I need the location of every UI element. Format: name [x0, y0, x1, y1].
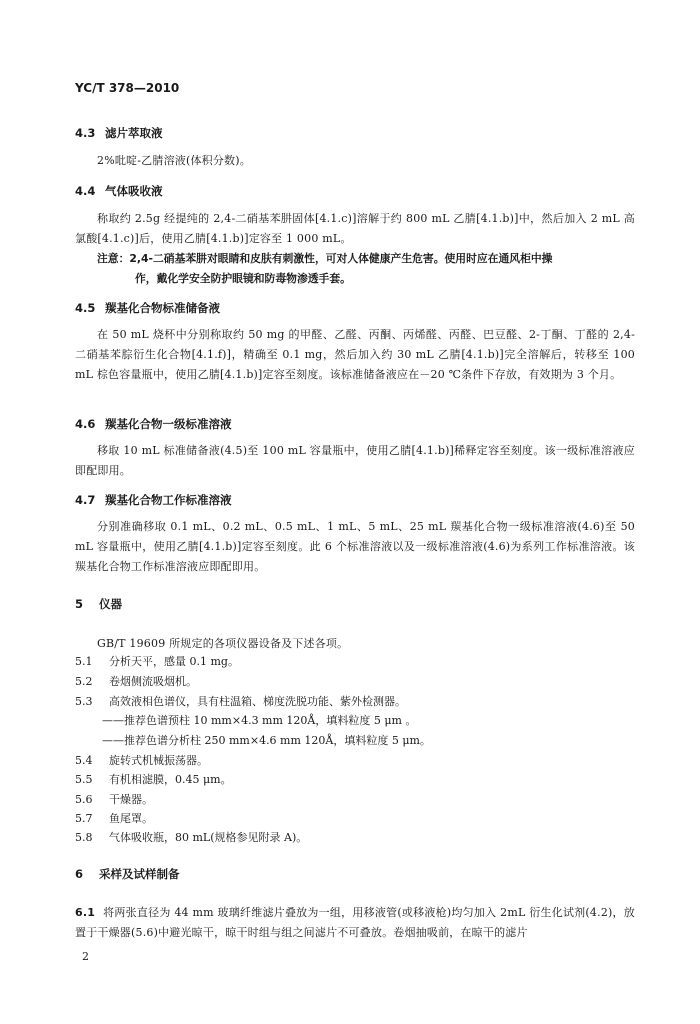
standard-code: YC/T 378—2010 — [75, 81, 180, 95]
section-title: 羰基化合物一级标准溶液 — [105, 417, 232, 431]
clause-text: 将两张直径为 44 mm 玻璃纤维滤片叠放为一组，用移液管(或移液枪)均匀加入 2mL 衍生化试剂(4.2)，放置于干燥器(5.6)中避光晾干，晾干时组与组之间滤片不可叠放。卷烟抽吸前，在晾干的滤片 — [75, 906, 635, 939]
item-text: 气体吸收瓶，80 mL(规格参见附录 A)。 — [109, 831, 308, 844]
list-item — [75, 792, 153, 808]
item-number: 5.6 — [75, 793, 93, 806]
section-number: 4.4 — [75, 184, 96, 198]
item-text: 旋转式机械振荡器。 — [109, 754, 208, 767]
section-4-5-body: 在 50 mL 烧杯中分别称取约 50 mg 的甲醛、乙醛、丙酮、丙烯醛、丙醛、巴豆醛、2-丁酮、丁醛的 2,4-二硝基苯腙衍生化合物[4.1.f)]，精确至 0.1 mg，然后加入约 30 mL 乙腈[4.1.b)]完全溶解后，转移至 100 mL 棕色容量瓶中，使用乙腈[4.1.b)]定容至刻度。该标准储备液应在－20 ℃条件下存放，有效期为 3 个月。 — [75, 328, 635, 381]
note-line-2: 作，戴化学安全防护眼镜和防毒物渗透手套。 — [135, 272, 351, 285]
list-item — [75, 830, 307, 846]
section-4-7-heading — [75, 492, 635, 508]
item-text: 分析天平，感量 0.1 mg。 — [109, 655, 239, 668]
item-number: 5.3 — [75, 695, 93, 708]
section-title: 羰基化合物工作标准溶液 — [105, 493, 232, 507]
item-text: 鱼尾罩。 — [109, 812, 153, 825]
list-item — [75, 694, 406, 710]
item-text: 卷烟侧流吸烟机。 — [109, 675, 197, 688]
section-number: 6 — [75, 867, 84, 881]
section-4-3-body: 2%吡啶-乙腈溶液(体积分数)。 — [97, 154, 251, 167]
section-number: 4.6 — [75, 417, 96, 431]
section-5-intro: GB/T 19609 所规定的各项仪器设备及下述各项。 — [97, 637, 349, 650]
section-title: 采样及试样制备 — [99, 867, 180, 881]
item-number: 5.7 — [75, 812, 93, 825]
list-item — [75, 654, 239, 670]
section-title: 仪器 — [99, 597, 122, 611]
sub-item-precolumn: ——推荐色谱预柱 10 mm×4.3 mm 120Å，填料粒度 5 μm 。 — [102, 714, 417, 727]
list-item — [75, 753, 208, 769]
item-text: 干燥器。 — [109, 793, 153, 806]
item-number: 5.4 — [75, 754, 93, 767]
section-number: 5 — [75, 597, 84, 611]
safety-note — [75, 249, 635, 289]
section-4-7-body: 分别准确移取 0.1 mL、0.2 mL、0.5 mL、1 mL、5 mL、25 mL 羰基化合物一级标准溶液(4.6)至 50 mL 容量瓶中，使用乙腈[4.1.b)]定容至刻度。此 6 个标准溶液以及一级标准溶液(4.6)为系列工作标准溶液。该羰基化合物工作标准溶液应即配即用。 — [75, 520, 635, 573]
section-4-6-body: 移取 10 mL 标准储备液(4.5)至 100 mL 容量瓶中，使用乙腈[4.1.b)]稀释定容至刻度。该一级标准溶液应即配即用。 — [75, 444, 635, 477]
section-title: 滤片萃取液 — [105, 126, 163, 140]
item-number: 5.1 — [75, 655, 93, 668]
section-6-1-body — [75, 903, 635, 943]
section-number: 4.3 — [75, 126, 96, 140]
section-5-heading — [75, 596, 635, 612]
section-4-4-body: 称取约 2.5g 经提纯的 2,4-二硝基苯肼固体[4.1.c)]溶解于约 800 mL 乙腈[4.1.b)]中，然后加入 2 mL 高氯酸[4.1.c)]后，使用乙腈[4.1.b)]定容至 1 000 mL。 — [75, 212, 635, 245]
clause-number: 6.1 — [75, 906, 96, 919]
list-item — [75, 772, 232, 788]
section-title: 羰基化合物标准储备液 — [105, 301, 220, 315]
list-item — [75, 674, 197, 690]
item-text: 高效液相色谱仪，具有柱温箱、梯度洗脱功能、紫外检测器。 — [109, 695, 406, 708]
item-text: 有机相滤膜，0.45 μm。 — [109, 773, 232, 786]
item-number: 5.8 — [75, 831, 93, 844]
section-4-6-heading — [75, 416, 635, 432]
section-number: 4.5 — [75, 301, 96, 315]
section-4-3-heading — [75, 125, 635, 141]
note-line-1: 注意：2,4-二硝基苯肼对眼睛和皮肤有刺激性，可对人体健康产生危害。使用时应在通风柜中操 — [97, 252, 553, 265]
section-4-4-heading — [75, 183, 635, 199]
section-number: 4.7 — [75, 493, 96, 507]
section-title: 气体吸收液 — [105, 184, 163, 198]
section-6-heading — [75, 866, 635, 882]
sub-item-analytical-column: ——推荐色谱分析柱 250 mm×4.6 mm 120Å，填料粒度 5 μm。 — [102, 734, 431, 747]
list-item — [75, 811, 153, 827]
page-number: 2 — [82, 950, 89, 963]
item-number: 5.5 — [75, 773, 93, 786]
item-number: 5.2 — [75, 675, 93, 688]
section-4-5-heading — [75, 300, 635, 316]
